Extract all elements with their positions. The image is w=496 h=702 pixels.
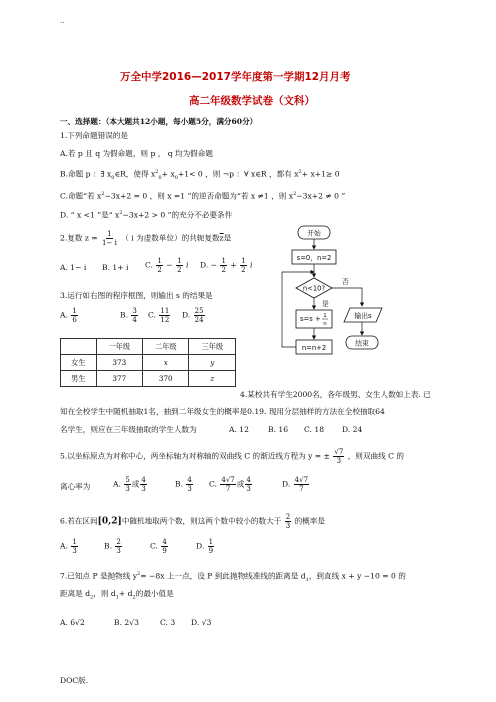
flow-condition: [296, 278, 332, 298]
table-cell: 377: [96, 371, 142, 387]
exam-subtitle: 高二年级数学试卷（文科）: [189, 95, 315, 107]
q1-option-b: B.命题 p ：∃ $x_0\in R$，使得 $x^2_0+ x_0+1< 0$ ，则 ¬p ：∀ x∈R ，都有 $x^2+ x+1\ge 0$: [60, 169, 340, 182]
q2-option-a: A. 1− i: [60, 263, 87, 272]
table-row: [61, 371, 236, 387]
q1-option-a: A.若 p 且 q 为假命题，则 p ， q 均为假命题: [60, 149, 213, 158]
table-cell: 373: [96, 355, 142, 371]
q6-option-d: D. $\frac{1}{9}$: [196, 538, 214, 555]
table-cell: x: [143, 355, 189, 371]
table-cell: 370: [143, 371, 189, 387]
q3-option-b: B. $\frac{3}{4}$: [120, 307, 137, 324]
svg-text:n<10?: n<10?: [302, 284, 326, 293]
flow-yes-label: 是: [322, 300, 329, 308]
q3-stem: 3.运行如右图的程序框图，则输出 s 的结果是: [60, 291, 213, 300]
header-mark: ..: [60, 16, 65, 25]
q3-option-a: A. $\frac{1}{6}$: [60, 307, 77, 324]
q7-option-c: C. 3: [160, 618, 176, 627]
flow-step: [296, 340, 332, 354]
q4-option-b: B. 16: [268, 425, 289, 434]
flow-init: [292, 250, 336, 264]
table-cell: 一年级: [96, 339, 142, 355]
section-heading: 一、选择题：（本大题共12小题，每小题5分，满分60分）: [60, 117, 258, 126]
q1-option-c: C.命题“若 $x^2-3x+2 = 0$ ，则 x =1 ”的逆否命题为“若 x ≠1 ，则 $x^2-3x+2 \ne 0$ ”: [60, 191, 346, 201]
q7-option-a: A. 6√2: [60, 618, 85, 627]
footer-note: DOC版.: [60, 676, 89, 685]
q7-line-2: 距离是 $d_2$，则 $d_1+ d_2$的最小值是: [60, 589, 174, 601]
q6-option-b: B. $\frac{2}{3}$: [104, 538, 121, 555]
svg-text:s=0，n=2: s=0，n=2: [296, 254, 332, 262]
svg-text:n=n+2: n=n+2: [301, 344, 327, 352]
table-row: [61, 355, 236, 371]
q3-option-d: D. $\frac{25}{24}$: [182, 307, 204, 324]
table-cell: 女生: [61, 355, 97, 371]
table-cell: z: [189, 371, 236, 387]
q5-option-d: D. $\frac{4√7}{7}$: [282, 476, 309, 493]
svg-text:结束: 结束: [355, 339, 369, 348]
table-cell: 三年级: [189, 339, 236, 355]
table-cell: 二年级: [143, 339, 189, 355]
q1-stem: 1.下列命题错误的是: [60, 131, 128, 140]
q4-line-3: 名学生，则应在三年级抽取的学生人数为: [60, 425, 197, 434]
q4-line-1: 4.某校共有学生2000名，各年级男、女生人数如上表. 已: [240, 390, 431, 399]
q4-option-d: D. 24: [342, 425, 363, 434]
q2-stem: 2.复数 z = $\frac{1}{1- i}$ （ i 为虚数单位）的共轭复数$\overline{z}$是: [60, 230, 232, 247]
q5-option-c: C. $\frac{4√7}{7}$ 或 $\frac{4}{3}$: [209, 476, 251, 493]
flow-end: [346, 336, 378, 349]
flowchart: [270, 222, 400, 378]
q7-option-d: D. √3: [191, 618, 212, 627]
flow-body: [296, 310, 332, 328]
q5-option-b: B. $\frac{4}{3}$: [175, 476, 192, 493]
flow-arrow: [332, 288, 362, 306]
q4-line-2: 知在全校学生中随机抽取1名，抽到二年级女生的概率是0.19. 现用分层抽样的方法在全校抽取64: [60, 407, 385, 416]
exam-title: 万全中学2016—2017学年度第一学期12月月考: [120, 71, 351, 83]
q5-stem: 5.以坐标原点为对称中心，两坐标轴为对称轴的双曲线 C 的渐近线方程为 y = ± $\frac{√7}{3}$ ，则双曲线 C 的: [60, 448, 404, 465]
q1-option-d: D. “ x <1 ”是“ $x^2-3x+2 > 0$ ”的充分不必要条件: [60, 210, 233, 220]
q7-option-b: B. 2√3: [114, 618, 139, 627]
flow-start: [298, 226, 330, 239]
grade-table: [60, 338, 236, 387]
q6-option-c: C. $\frac{4}{9}$: [150, 538, 167, 555]
svg-text:开始: 开始: [307, 229, 321, 238]
table-cell: 男生: [61, 371, 97, 387]
flow-no-label: 否: [342, 278, 349, 286]
q5-line-2: 离心率为: [60, 482, 91, 491]
table-cell: [61, 339, 97, 355]
q7-line-1: 7.已知点 P 是抛物线 $y^2= -8x$ 上一点，设 P 到此抛物线准线的距离是 $d_1$，到直线 x + y −10 = 0 的: [60, 571, 406, 584]
q3-option-c: C. $\frac{11}{12}$: [148, 307, 170, 324]
q2-option-d: D. − $\frac{1}{2}$ + $\frac{1}{2}$ i: [200, 257, 253, 274]
table-cell: y: [189, 355, 236, 371]
q6-option-a: A. $\frac{1}{3}$: [60, 538, 77, 555]
svg-text:1: 1: [323, 313, 327, 319]
q4-option-c: C. 18: [304, 425, 325, 434]
svg-text:n: n: [323, 321, 327, 327]
q2-option-c: C. $\frac{1}{2}$ − $\frac{1}{2}$ i: [145, 257, 189, 274]
svg-text:s=s +: s=s +: [300, 315, 321, 323]
q5-option-a: A. $\frac{5}{3}$ 或 $\frac{4}{3}$: [113, 476, 146, 493]
table-header-row: [61, 339, 236, 355]
q2-option-b: B. 1+ i: [102, 263, 129, 272]
q6-stem: 6.若在区间[0,2]中随机地取两个数，则这两个数中较小的数大于 $\frac{2}{3}$ 的概率是: [60, 513, 325, 530]
q4-option-a: A. 12: [229, 425, 249, 434]
svg-text:输出s: 输出s: [354, 312, 372, 320]
flow-output: [344, 308, 382, 322]
